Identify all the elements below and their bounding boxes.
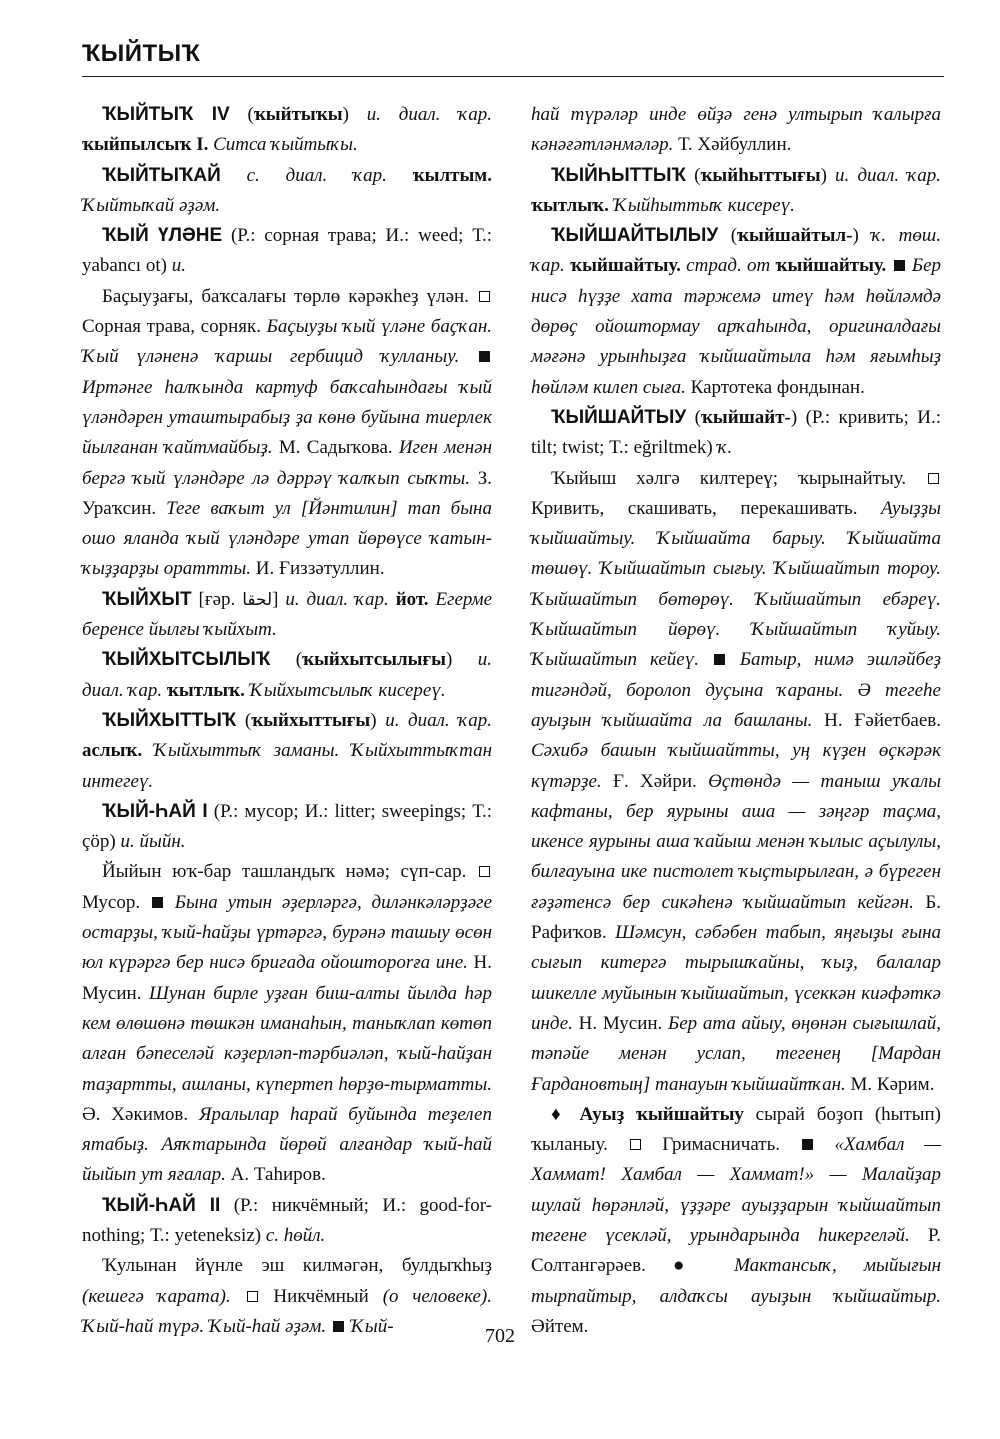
dictionary-entry (82, 221, 492, 282)
italic-text: и. диал. ҡар. (835, 164, 942, 186)
text: Ҡыйыш хәлгә килтереү; ҡырынайтыу. (551, 467, 926, 489)
italic-text: Яралылар һарай буйында теҙелеп ятабыҙ. Аяҡтарында йөрөй алғандар ҡый-һай йыйып ут яғалар. (82, 1103, 492, 1186)
italic-text: (о человеке). Ҡый-һай түрә. Ҡый-һай әҙәм. (82, 1285, 492, 1337)
right-column (531, 100, 941, 1342)
text (165, 892, 175, 913)
italic-text: Ҡыйтыҡай әҙәм. (82, 194, 221, 216)
text: ( (686, 406, 701, 428)
text: Т. Хәйбуллин. (673, 134, 792, 156)
text: Баҫыуҙағы, баҡсалағы төрлө кәрәкһеҙ үлән. (102, 285, 477, 307)
text (221, 165, 247, 186)
bold-text: ҡыйшайтыу. (570, 255, 681, 277)
dictionary-entry (82, 645, 492, 706)
italic-text: Ҡыйһыттыҡ кисереү. (613, 194, 795, 216)
italic-text: Теге ваҡыт ул [Йәнтилин] тап бына ошо яланда ҡый үләндәре утап йөрөүсе ҡатын-ҡыҙҙарҙы ораттты. (82, 497, 492, 580)
page-number: 702 (485, 1325, 515, 1347)
italic-text: Бына утын әҙерләргә, диләнкәләрҙәге остарҙы, ҡый-һайҙы үртәргә, бурәнә ташыу өсөн юл күрәргә бер нисә бригада ойоштороrға ине. (82, 891, 492, 974)
text (387, 165, 413, 186)
black-square-icon (802, 1139, 813, 1150)
text: сырай боҙоп (һытып) ҡыланыу. (531, 1103, 941, 1156)
italic-text: ҡ. (717, 437, 733, 459)
dictionary-entry (82, 857, 492, 1190)
bold-text: ҡылтым. (412, 164, 493, 186)
text (815, 1134, 835, 1155)
italic-text: и. (171, 255, 186, 277)
italic-text: Ситса ҡыйтыҡы. (213, 134, 358, 156)
black-square-icon (894, 260, 905, 271)
text: М. Кәрим. (845, 1073, 935, 1095)
black-square-icon (152, 897, 163, 908)
black-square-icon (714, 654, 725, 665)
black-square-icon (479, 351, 490, 362)
text: ( (718, 225, 738, 247)
text: Гримасничать. (642, 1134, 800, 1156)
dictionary-entry (531, 1100, 941, 1342)
text: Ә. Хәкимов. (82, 1103, 199, 1125)
italic-text: Шунан бирле уҙған биш-алты йылда һәр кем өлөшөнә төшкән иманаһын, таныҡлап көтөп алған бәпеселәй кәҙерләп-тәрбиәләп, ҡый-һайҙан таҙартты, ашланы, күпертеп һөрҙө-тырматты. (82, 982, 492, 1095)
text: ] (272, 588, 286, 610)
headword: ҠЫЙ ҮЛӘНЕ (102, 225, 223, 247)
white-square-icon (479, 866, 490, 877)
text: ( (236, 709, 252, 731)
text (231, 1286, 245, 1307)
text: ♦ (551, 1103, 580, 1125)
text: Йыйын юҡ-бар ташландыҡ нәмә; сүп-сар. (102, 861, 477, 883)
dictionary-entry (82, 161, 492, 222)
bold-text: ҡытлыҡ. (166, 679, 245, 701)
headword: ҠЫЙШАЙТЫЛЫУ (551, 225, 719, 247)
dictionary-entry (82, 706, 492, 797)
text: М. Садыҡова. (272, 437, 399, 459)
dictionary-entry (531, 221, 941, 403)
text: Н. Мусин. (572, 1012, 669, 1034)
text: И. Ғиззәтуллин. (251, 558, 385, 580)
text: ) (820, 164, 836, 186)
italic-text: Батыр, нимә эшләйбеҙ тигәндәй, боролоп дуҫына ҡараны. Ә тегеһе ауыҙын ҡыйшайта ла башланы. (531, 649, 942, 731)
text (886, 255, 891, 276)
italic-text: и. диал. ҡар. (285, 588, 389, 610)
white-square-icon (630, 1139, 641, 1150)
text: Мусор. (82, 891, 150, 913)
text: Әйтем. (531, 1315, 589, 1337)
italic-text: (кешегә ҡарата). (82, 1285, 231, 1307)
text: З. Ураҡсин. (82, 467, 492, 519)
italic-text: Сәхибә башын ҡыйшайтты, уң күҙен өҫкәрәк күтәрҙе. (531, 740, 941, 792)
bold-text: ҡыйшайтыл- (737, 225, 853, 247)
bold-text: ҡыйхытсылығы (302, 649, 446, 671)
white-square-icon (928, 473, 939, 484)
italic-text: Өҫтөндә — таныш уҡалы кафтаны, бер яурыны аша — зәңгәр таҫма, икенсе яурыны аша ҡайыш менән ҡылыс аҫылулы, билғауына ике пистолет ҡыҫтырылған, ә бүреген ғәҙәтенсә бер сикәһенә ҡыйшайтып кейгән. (531, 770, 941, 913)
text (142, 740, 154, 761)
text: [ғәр. (191, 588, 243, 610)
text: Б. Рафиҡов. (531, 891, 941, 944)
text: Ғ. Хәйри. (601, 770, 709, 792)
italic-text: и. йыйн. (120, 831, 186, 853)
text: Кривить, скашивать, перекашивать. (531, 497, 882, 519)
headword: ҠЫЙ-ҺАЙ I (102, 800, 208, 822)
headword: ҠЫЙ-ҺАЙ II (102, 1194, 221, 1216)
headword: ҠЫЙХЫТ (102, 588, 192, 610)
dictionary-entry (82, 282, 492, 585)
dictionary-entry (82, 1191, 492, 1252)
italic-text: «Хамбал — Хаммат! Хамбал — Хаммат!» — Малайҙар шулай һөрәнләй, үҙҙәре ауыҙҙарын ҡыйшайтып тегене үсекләй, урындарында һикергеләй. (531, 1134, 942, 1246)
text: Ҡулынан йүнле эш килмәгән, булдыҡһыҙ (102, 1255, 492, 1277)
text: (Р.: никчёмный; И.: good-for-nothing; Т.: yeteneksiz) (82, 1194, 492, 1246)
text (699, 649, 712, 670)
bold-text: ҡыйхыттығы (251, 709, 371, 731)
running-head (82, 40, 944, 68)
italic-text: һай түрәләр инде өйҙә генә ултырып ҡалырға кәнәғәтләнмәләр. (531, 104, 941, 156)
text: ) (370, 709, 386, 731)
bold-text: аслыҡ. (82, 740, 143, 762)
text: Н. Мусин. (82, 952, 492, 1004)
text: ) (852, 225, 872, 247)
text (389, 589, 396, 610)
header-rule (82, 76, 944, 77)
italic-text: Мактансыҡ, мыйығын тырпайтыр, алдаҡсы ауыҙын ҡыйшайтыр. (531, 1255, 941, 1307)
text: Картотека фондынан. (685, 376, 865, 398)
italic-text: Егерме беренсе йылғы ҡыйхыт. (82, 588, 493, 641)
italic-text: страд. от (686, 255, 771, 277)
bold-text: Ауыҙ ҡыйшайтыу (579, 1103, 744, 1125)
running-head-text: ҠЫЙТЫҠ (82, 40, 201, 67)
dictionary-entry (82, 100, 492, 161)
bold-text: ҡытлыҡ. (531, 194, 609, 216)
dictionary-entry (82, 797, 492, 858)
italic-text: Иртәнге һалҡында картуф баҡсаһындағы ҡый үләндәрен уташтырабыҙ ҙа көнө буйына тиерлек йылғанан ҡайтмайбыҙ. (82, 376, 492, 459)
bold-text: ҡыйтыҡы (253, 104, 343, 125)
text (727, 649, 740, 670)
text: ( (270, 649, 303, 671)
text: Никчёмный (259, 1285, 383, 1307)
italic-text: Бер ата айыу, өңөнән сығышлай, тәпәйе менән услап, тегенең [Мардан Ғардановтың] танауын ҡыйшайтҡан. (531, 1012, 941, 1095)
text: ( (229, 104, 254, 125)
text: А. Таһиров. (225, 1164, 326, 1186)
text: ) (Р.: кривить; И.: tilt; twist; Т.: eğriltmek) (531, 406, 941, 459)
headword: ҠЫЙШАЙТЫУ (551, 406, 687, 428)
text: (Р.: мусор; И.: litter; sweepings; Т.: çöp) (82, 800, 492, 853)
headword: ҠЫЙТЫҠ IV (102, 104, 230, 125)
bold-text: йот. (395, 588, 429, 610)
italic-text: и. диал. ҡар. (82, 649, 492, 701)
dictionary-entry (531, 464, 941, 1100)
dictionary-entry (531, 403, 941, 464)
italic-text: Баҫыуҙы ҡый үләне баҫҡан. Ҡый үләненә ҡаршы гербицид ҡулланыу. (82, 316, 492, 368)
italic-text: с. диал. ҡар. (246, 164, 387, 186)
dictionary-entry (531, 161, 941, 222)
headword: ҠЫЙТЫҠАЙ (102, 164, 221, 186)
italic-text: с. һөйл. (265, 1224, 326, 1246)
text: ) (342, 104, 367, 125)
italic-text: Ҡыйхытсылыҡ кисереү. (249, 679, 446, 701)
italic-text: Бер нисә һүҙҙе хата тәржемә итеү һәм һөйләмдә дөрөҫ ойоштормау арҡаһында, оригиналдағы мәғәнә урынһыҙға ҡыйшайтыла һәм яғымһыҙ һөйләм килеп сыға. (531, 255, 942, 398)
bold-text: ҡыйшайт- (700, 406, 791, 428)
dictionary-entry (82, 585, 492, 646)
italic-text: Ауыҙҙы ҡыйшайтыу. Ҡыйшайта барыу. Ҡыйшайта төшөү. Ҡыйшайтып сығыу. Ҡыйшайтып тороу. Ҡыйшайтып бөтөрөү. Ҡыйшайтып ебәреү. Ҡыйшайтып йөрөү. Ҡыйшайтып ҡуйыу. Ҡыйшайтып кейеү. (531, 497, 941, 671)
text: ( (685, 164, 701, 186)
text: Сорная трава, сорняк. (82, 316, 267, 338)
headword: ҠЫЙХЫТТЫҠ (102, 709, 237, 731)
headword: ҠЫЙҺЫТТЫҠ (551, 164, 686, 186)
italic-text: и. диал. ҡар. (385, 709, 493, 731)
bold-text: ҡыйпылсыҡ I. (82, 134, 209, 156)
italic-text: Ҡыйхыттыҡ заманы. Ҡыйхыттыҡтан интегеү. (82, 740, 492, 792)
text: ) (445, 649, 478, 671)
italic-text: Ҡый- (350, 1315, 394, 1337)
text: Р. Солтангәрәев. ● (531, 1224, 941, 1277)
left-column (82, 100, 492, 1342)
italic-text: Шәмсун, сәбәбен табып, яңғыҙы ғына сығып китергә тырышҡайны, ҡыҙ, балалар шикелле муйынын ҡыйшайтып, үсеккән киәфәткә инде. (531, 922, 941, 1034)
white-square-icon (247, 1291, 258, 1302)
bold-text: ҡыйшайтыу. (775, 255, 887, 277)
text (459, 346, 477, 367)
text: Н. Ғәйетбаев. (812, 709, 941, 731)
italic-text: ҡ. төш. ҡар. (531, 225, 941, 277)
bold-text: ҡыйһыттығы (700, 164, 821, 186)
italic-text: Иген менән бергә ҡый үләндәре лә дәррәү ҡалҡып сыҡты. (82, 437, 493, 489)
text: (Р.: сорная трава; И.: weed; Т.: yabancı ot) (82, 225, 492, 277)
arabic-script: ﻟﺤﻘﺎ (242, 589, 273, 610)
dictionary-entry (531, 100, 941, 161)
white-square-icon (479, 291, 490, 302)
italic-text: и. диал. ҡар. (366, 104, 493, 125)
headword: ҠЫЙХЫТСЫЛЫҠ (102, 649, 271, 671)
